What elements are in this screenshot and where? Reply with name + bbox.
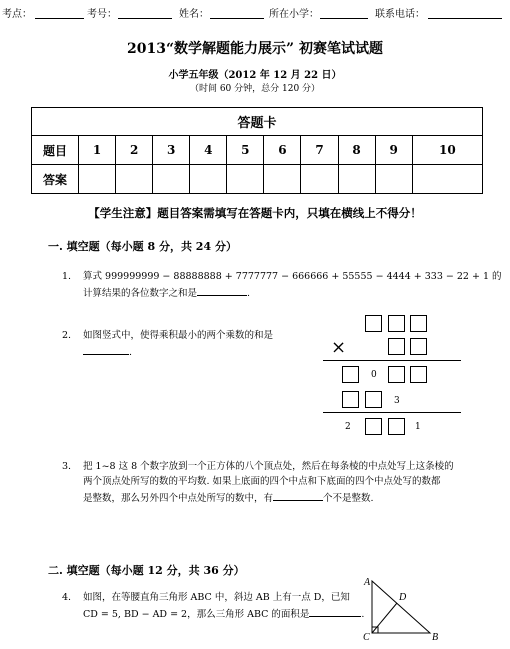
field-label-exam-number: 考号： xyxy=(87,9,117,20)
question-number-cell: 8 xyxy=(338,136,375,165)
product-line-2 xyxy=(323,412,461,413)
question-number-cell: 3 xyxy=(153,136,190,165)
field-label-school: 所在小学： xyxy=(269,9,319,20)
answer-cell[interactable] xyxy=(338,165,375,194)
phone-blank[interactable] xyxy=(428,18,502,19)
exam-number-blank[interactable] xyxy=(118,18,172,19)
question-3-text-line2: 两个顶点处所写的数的平均数. 如果上底面的四个中点和下底面的四个中点处写的数都 xyxy=(83,476,441,487)
question-1-number: 1. xyxy=(62,271,72,282)
answer-cell[interactable] xyxy=(79,165,116,194)
answer-cell[interactable] xyxy=(190,165,227,194)
question-number-cell: 7 xyxy=(301,136,338,165)
question-1-text-line1: 算式 999999999 − 88888888 + 7777777 − 666666 + 55555 − 4444 + 333 − 22 + 1 的 xyxy=(83,271,502,282)
question-4-text-line2: CD = 5, BD − AD = 2，那么三角形 ABC 的面积是 . xyxy=(83,606,364,622)
answer-cell[interactable] xyxy=(301,165,338,194)
exam-subtitle: 小学五年级（2012 年 12 月 22 日） xyxy=(168,70,342,81)
answer-card-table xyxy=(31,107,483,194)
label-a: A xyxy=(364,577,371,588)
question-number-cell: 6 xyxy=(264,136,301,165)
given-digit-0: 0 xyxy=(371,370,377,380)
digit-box xyxy=(410,338,427,355)
digit-box xyxy=(388,366,405,383)
question-3-text-line3-start: 是整数，那么另外四个中点处所写的数中，有 xyxy=(83,493,274,504)
time-note: （时间 60 分钟，总分 120 分） xyxy=(189,84,321,94)
question-4-text-line1: 如图，在等腰直角三角形 ABC 中，斜边 AB 上有一点 D，已知 xyxy=(83,592,350,603)
question-3-text-line3 xyxy=(83,490,374,506)
digit-box xyxy=(388,315,405,332)
triangle-abc xyxy=(372,581,430,633)
question-number-cell: 2 xyxy=(116,136,153,165)
field-label-exam-site: 考点： xyxy=(2,9,32,20)
question-2-answer-blank[interactable] xyxy=(83,344,129,355)
question-2-text-line2: . xyxy=(83,344,132,360)
question-1-text-line2-label: 计算结果的各位数字之和是 xyxy=(83,288,198,299)
question-number-cell: 1 xyxy=(79,136,116,165)
header-info-row xyxy=(0,4,510,20)
given-digit-3: 3 xyxy=(394,396,400,406)
field-label-name: 姓名： xyxy=(179,9,209,20)
question-1-answer-blank[interactable] xyxy=(197,285,247,296)
digit-box xyxy=(365,315,382,332)
digit-box xyxy=(365,391,382,408)
answer-card-title: 答题卡 xyxy=(32,108,483,136)
digit-box xyxy=(365,418,382,435)
name-blank[interactable] xyxy=(210,18,264,19)
question-number-cell: 10 xyxy=(412,136,482,165)
question-number-cell: 4 xyxy=(190,136,227,165)
digit-box xyxy=(342,366,359,383)
label-c: C xyxy=(363,632,370,643)
question-4-answer-blank[interactable] xyxy=(309,606,361,617)
field-label-phone: 联系电话： xyxy=(375,9,425,20)
answer-cell[interactable] xyxy=(153,165,190,194)
student-notice: 【学生注意】题目答案需填写在答题卡内，只填在横线上不得分！ xyxy=(88,206,422,220)
given-digit-2: 2 xyxy=(345,422,351,432)
times-sign: × xyxy=(331,337,347,358)
answer-cell[interactable] xyxy=(116,165,153,194)
triangle-figure xyxy=(360,573,450,643)
question-3-text-line3-end: 个不是整数. xyxy=(323,493,374,504)
question-1-text-line2: 计算结果的各位数字之和是 . xyxy=(83,285,250,301)
digit-box xyxy=(410,366,427,383)
digit-box xyxy=(342,391,359,408)
section-2-heading: 二. 填空题（每小题 12 分，共 36 分） xyxy=(48,564,245,577)
question-2-text-line1: 如图竖式中，使得乘积最小的两个乘数的和是 xyxy=(83,330,274,341)
row-label-answer: 答案 xyxy=(32,165,79,194)
question-3-number: 3. xyxy=(62,461,72,472)
answer-cell[interactable] xyxy=(264,165,301,194)
exam-site-blank[interactable] xyxy=(35,18,84,19)
digit-box xyxy=(388,338,405,355)
question-3-text-line1: 把 1~8 这 8 个数字放到一个正方体的八个顶点处，然后在每条棱的中点处写上这条棱的 xyxy=(83,461,454,472)
multiplication-figure xyxy=(318,307,468,447)
digit-box xyxy=(410,315,427,332)
section-1-heading: 一. 填空题（每小题 8 分，共 24 分） xyxy=(48,240,237,253)
question-2-number: 2. xyxy=(62,330,72,341)
question-4-text-line2-label: CD = 5, BD − AD = 2，那么三角形 ABC 的面积是 xyxy=(83,609,310,620)
question-3-answer-blank[interactable] xyxy=(273,490,323,501)
question-4-number: 4. xyxy=(62,592,72,603)
question-number-cell: 9 xyxy=(375,136,412,165)
given-digit-1: 1 xyxy=(415,422,421,432)
product-line-1 xyxy=(323,360,461,361)
exam-title: 2013“数学解题能力展示” 初赛笔试试题 xyxy=(127,41,383,57)
label-b: B xyxy=(432,632,439,643)
digit-box xyxy=(388,418,405,435)
school-blank[interactable] xyxy=(320,18,368,19)
row-label-question: 题目 xyxy=(32,136,79,165)
question-number-cell: 5 xyxy=(227,136,264,165)
label-d: D xyxy=(399,592,407,603)
answer-cell[interactable] xyxy=(227,165,264,194)
segment-cd xyxy=(372,603,397,633)
answer-cell[interactable] xyxy=(412,165,482,194)
answer-cell[interactable] xyxy=(375,165,412,194)
